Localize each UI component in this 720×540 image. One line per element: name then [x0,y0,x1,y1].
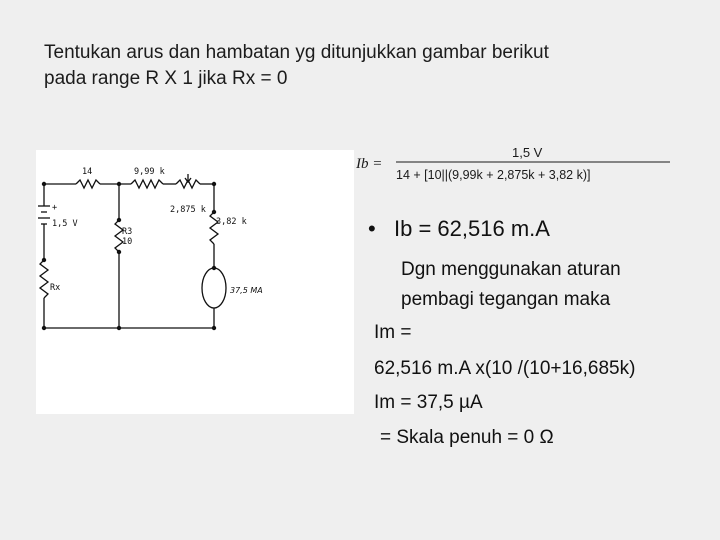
circuit-diagram [36,150,354,414]
label-r3-name: R3 [122,227,133,237]
node-rx-top [42,258,46,262]
im-calculation: 62,516 m.A x(10 /(10+16,685k) [374,358,636,379]
title-line-2: pada range R X 1 jika Rx = 0 [44,68,288,89]
node-r3-top [117,218,121,222]
resistor-rx [40,260,48,298]
im-label: Im = [374,322,412,343]
node-bottom-r3 [117,326,121,330]
node-bottom-left [42,326,46,330]
label-r-9-99k: 9,99 k [134,167,165,177]
label-r3-value: 10 [122,237,133,247]
node-top-right [212,182,216,186]
label-rx: Rx [50,283,61,293]
label-r-14: 14 [82,167,93,177]
formula-denominator: 14 + [10||(9,99k + 2,875k + 3,82 k)] [396,168,591,182]
ib-result [368,216,550,242]
label-r-3-82k: 3,82 k [216,217,247,227]
scale-value: = Skala penuh = 0 Ω [380,427,554,448]
circuit-svg [36,150,354,414]
label-meter: 37,5 MA [230,286,263,295]
formula-lhs: Ib = [356,156,383,172]
node-r3-bottom [117,250,121,254]
resistor-9-99k [131,180,163,188]
node-bottom-right [212,326,216,330]
node-382-top [212,210,216,214]
resistor-14 [76,180,100,188]
ib-result-text: Ib = 62,516 m.A [394,216,550,241]
title-line-1: Tentukan arus dan hambatan yg ditunjukkan gambar berikut [44,42,549,63]
im-value: Im = 37,5 µA [374,392,483,413]
meter-symbol [202,268,226,308]
formula-svg [356,136,676,186]
formula-numerator: 1,5 V [512,145,543,160]
ib-formula [356,136,676,186]
label-battery: 1,5 V [52,219,78,229]
node-meter-top [212,266,216,270]
slide-title [44,40,684,92]
node-top-left [42,182,46,186]
node-top-r3 [117,182,121,186]
label-battery-plus: + [52,203,58,213]
note-line-2: pembagi tegangan maka [401,289,611,310]
label-pot: 2,875 k [170,205,206,215]
bullet-icon: • [368,216,376,241]
note-line-1: Dgn menggunakan aturan [401,259,621,280]
